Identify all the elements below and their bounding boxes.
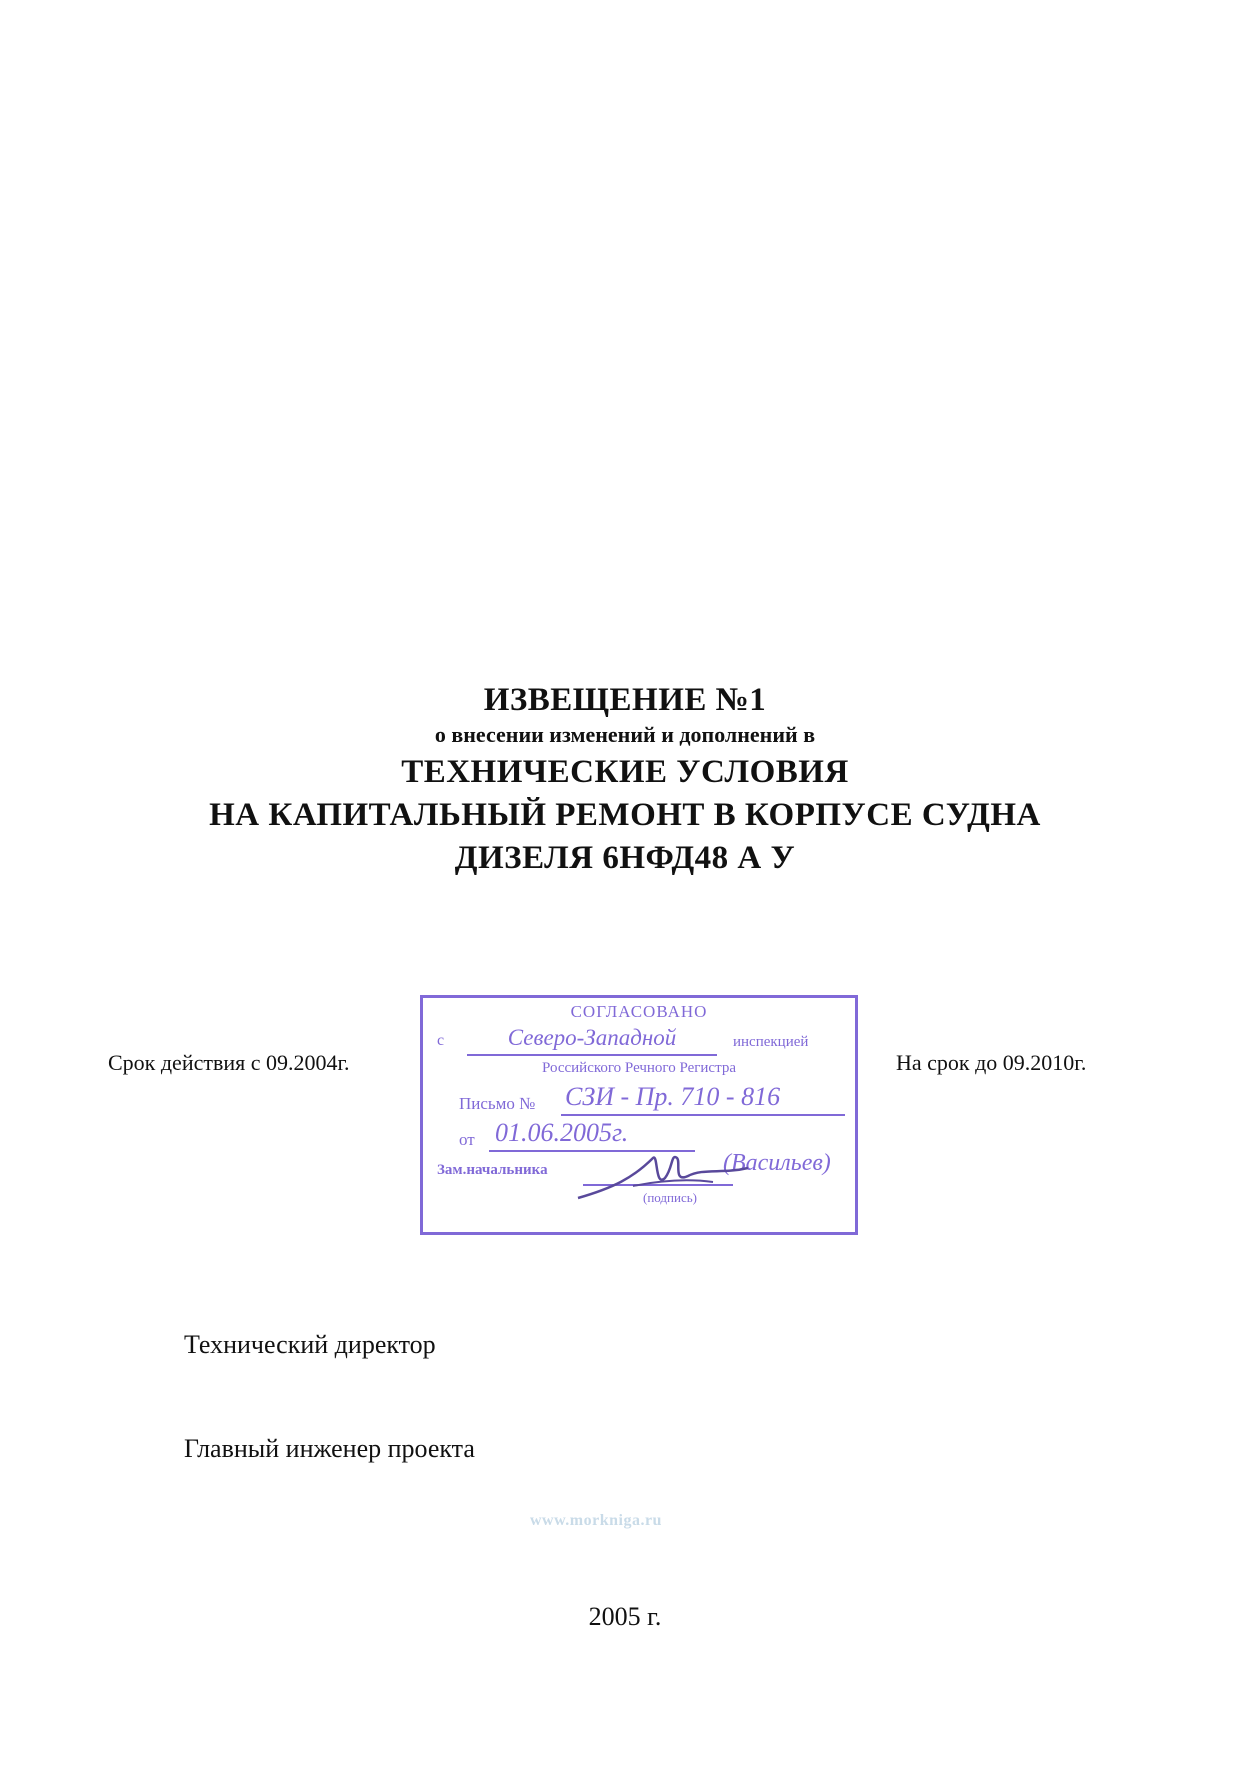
stamp-signature-caption: (подпись) bbox=[643, 1190, 697, 1205]
stamp-letter-number: СЗИ - Пр. 710 - 816 bbox=[561, 1080, 845, 1116]
document-year: 2005 г. bbox=[588, 1602, 662, 1631]
stamp-inspection: инспекцией bbox=[733, 1034, 809, 1050]
handwritten-signature bbox=[573, 1138, 753, 1208]
approval-stamp bbox=[420, 995, 858, 1235]
stamp-organization: Северо-Западной bbox=[467, 1022, 717, 1056]
stamp-letter-label: Письмо № bbox=[459, 1094, 536, 1113]
notice-title: ИЗВЕЩЕНИЕ №1 bbox=[483, 682, 767, 718]
role-technical-director: Технический директор bbox=[184, 1330, 436, 1359]
stamp-name: (Васильев) bbox=[723, 1150, 831, 1176]
validity-end: На срок до 09.2010г. bbox=[896, 1050, 1087, 1075]
stamp-deputy-label: Зам.начальника bbox=[437, 1162, 548, 1178]
stamp-prefix: с bbox=[437, 1032, 445, 1049]
stamp-date-label: от bbox=[459, 1130, 475, 1149]
notice-subtitle: о внесении изменений и дополнений в bbox=[434, 722, 816, 747]
watermark: www.morkniga.ru bbox=[530, 1512, 662, 1529]
stamp-header: СОГЛАСОВАНО bbox=[570, 1002, 708, 1021]
notice-line-2: НА КАПИТАЛЬНЫЙ РЕМОНТ В КОРПУСЕ СУДНА bbox=[209, 797, 1041, 833]
stamp-date-value: 01.06.2005г. bbox=[489, 1116, 695, 1152]
stamp-register: Российского Речного Регистра bbox=[542, 1060, 736, 1076]
validity-start: Срок действия с 09.2004г. bbox=[108, 1050, 350, 1075]
role-chief-engineer: Главный инженер проекта bbox=[184, 1434, 475, 1463]
notice-line-3: ДИЗЕЛЯ 6НФД48 А У bbox=[454, 840, 796, 876]
notice-line-1: ТЕХНИЧЕСКИЕ УСЛОВИЯ bbox=[401, 754, 849, 790]
